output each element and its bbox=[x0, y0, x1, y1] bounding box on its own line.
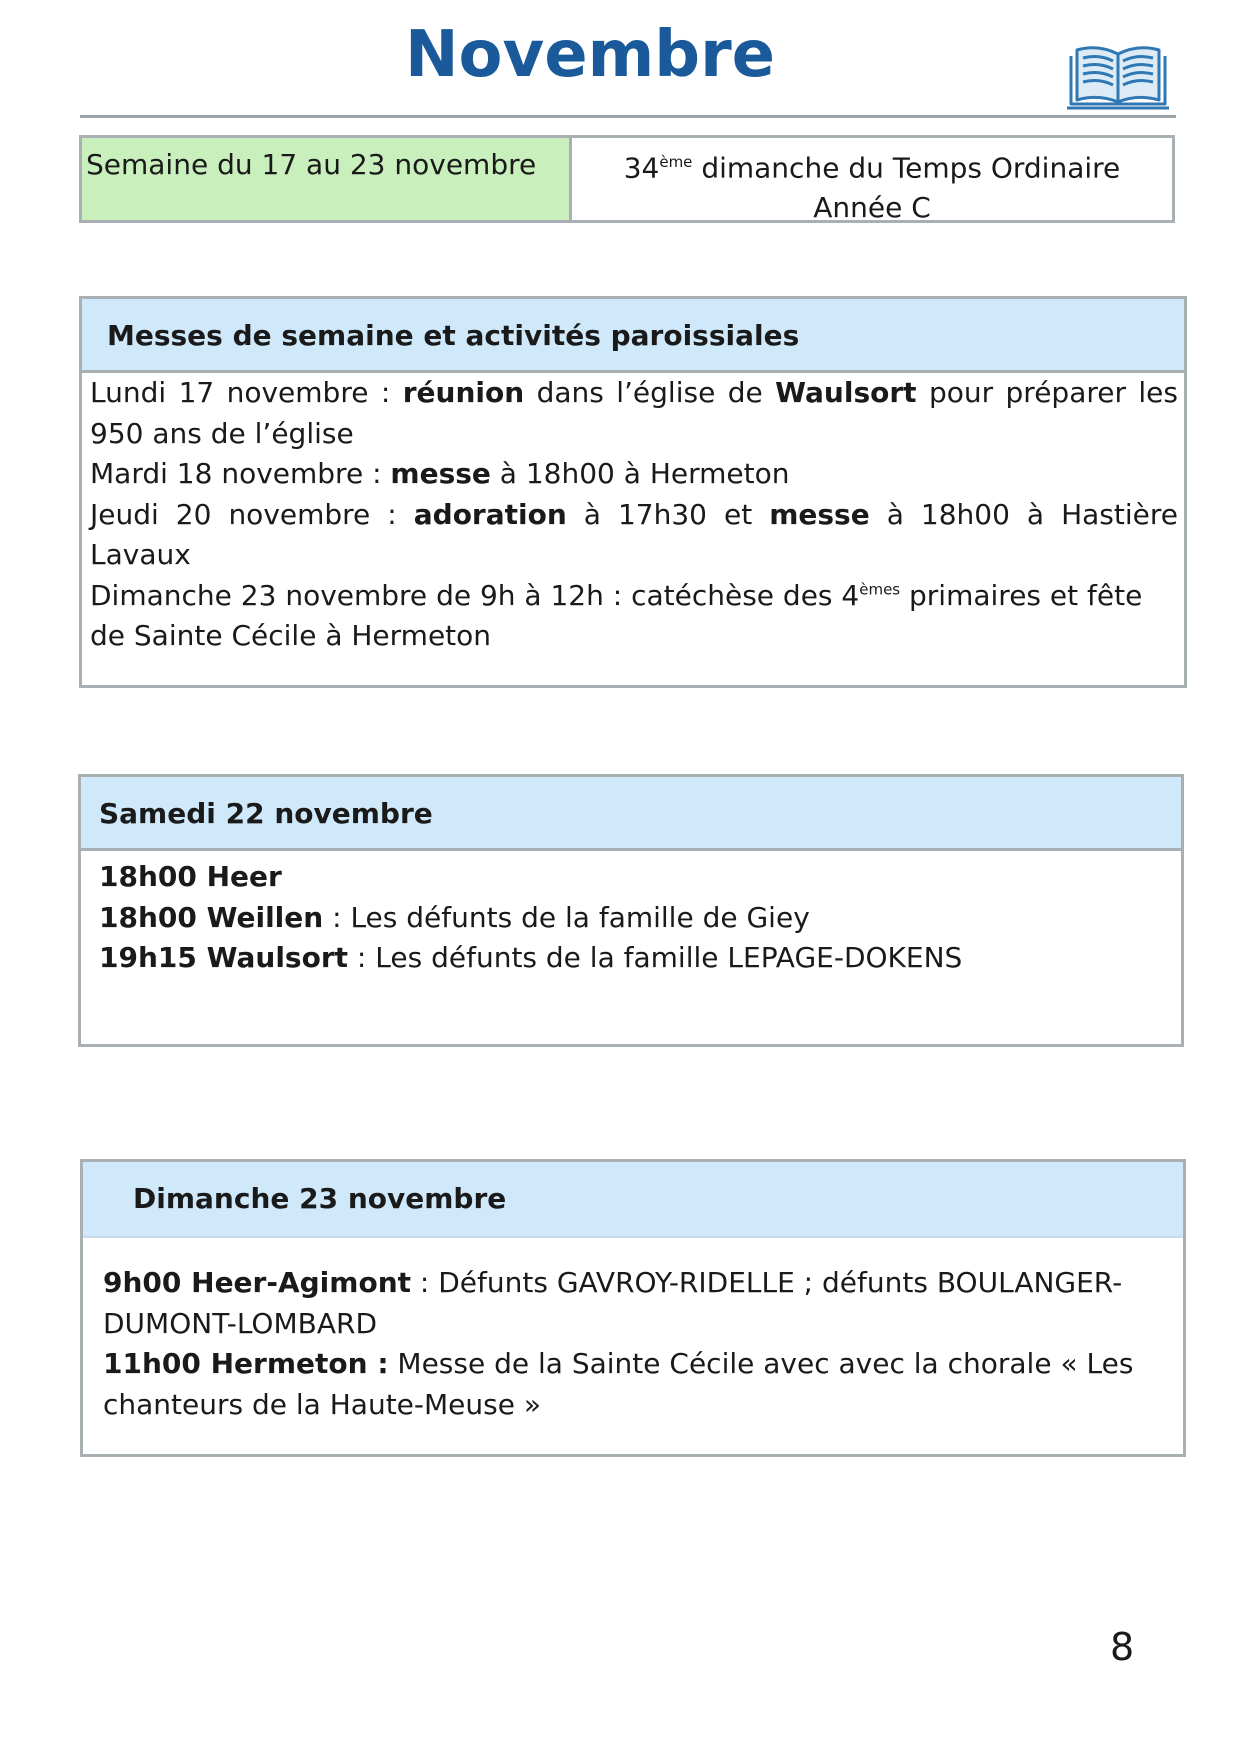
section-title: Samedi 22 novembre bbox=[81, 777, 1181, 851]
mass-entry: 18h00 Heer bbox=[99, 860, 282, 893]
liturgical-year: Année C bbox=[813, 191, 931, 225]
mass-entry: 19h15 Waulsort : Les défunts de la famille LEPAGE-DOKENS bbox=[99, 941, 963, 974]
section-body bbox=[83, 1238, 1183, 1425]
liturgical-sunday bbox=[572, 138, 1172, 225]
header-divider bbox=[80, 115, 1176, 118]
activity-sunday: Dimanche 23 novembre de 9h à 12h : catéchèse des 4èmes primaires et fête de Sainte Cécile à Hermeton bbox=[90, 578, 1143, 652]
saturday-section bbox=[78, 774, 1184, 1047]
sunday-number: 34 bbox=[623, 151, 660, 185]
section-title: Dimanche 23 novembre bbox=[83, 1162, 1183, 1238]
week-info-table bbox=[79, 135, 1175, 223]
activity-tuesday: Mardi 18 novembre : messe à 18h00 à Hermeton bbox=[90, 457, 790, 490]
section-body bbox=[82, 373, 1184, 657]
sunday-sup: ème bbox=[659, 153, 693, 171]
activity-monday: Lundi 17 novembre : réunion dans l’église de Waulsort pour préparer les 950 ans de l’église bbox=[90, 376, 1179, 450]
section-body bbox=[81, 851, 1181, 979]
open-book-icon bbox=[1063, 42, 1173, 114]
section-title: Messes de semaine et activités paroissiales bbox=[82, 299, 1184, 373]
page-title: Novembre bbox=[404, 18, 776, 92]
mass-entry: 9h00 Heer-Agimont : Défunts GAVROY-RIDELLE ; défunts BOULANGER-DUMONT-LOMBARD bbox=[103, 1266, 1123, 1340]
week-label: Semaine du 17 au 23 novembre bbox=[82, 138, 572, 220]
activity-thursday: Jeudi 20 novembre : adoration à 17h30 et messe à 18h00 à Hastière Lavaux bbox=[90, 497, 1178, 571]
mass-entry: 18h00 Weillen : Les défunts de la famille de Giey bbox=[99, 900, 810, 934]
weekday-activities-section bbox=[79, 296, 1187, 688]
sunday-section bbox=[80, 1159, 1186, 1457]
sunday-name: dimanche du Temps Ordinaire bbox=[692, 151, 1121, 185]
mass-entry: 11h00 Hermeton : Messe de la Sainte Cécile avec avec la chorale « Les chanteurs de la Haute-Meuse » bbox=[103, 1347, 1134, 1421]
page-number: 8 bbox=[1110, 1625, 1135, 1669]
